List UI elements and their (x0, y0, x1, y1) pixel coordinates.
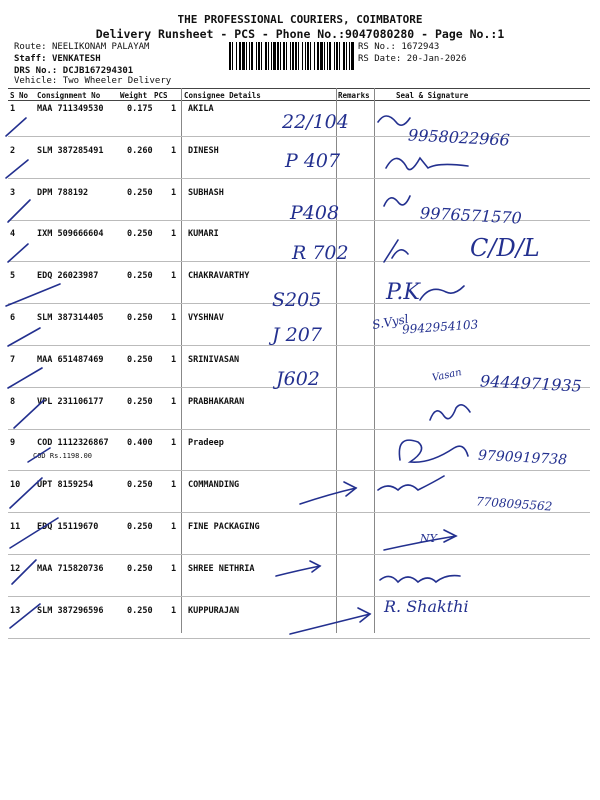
row-divider (8, 638, 590, 639)
barcode-bar (349, 42, 350, 70)
handwritten-phone: 9790919738 (477, 447, 568, 469)
rs-no-line (358, 42, 439, 52)
row-sno: 7 (10, 355, 16, 365)
barcode-bar (329, 42, 331, 70)
row-weight: 0.250 (127, 188, 153, 198)
barcode-bar (292, 42, 294, 70)
column-divider (374, 88, 375, 633)
handwritten-door-number: P 407 (285, 150, 341, 172)
barcode-bar (295, 42, 297, 70)
barcode-bar (310, 42, 311, 70)
vehicle-value: Two Wheeler Delivery (62, 76, 172, 86)
row-pcs: 1 (171, 438, 177, 448)
row-consignee-name: AKILA (188, 104, 214, 114)
row-divider (8, 554, 590, 555)
route-label: Route: (14, 42, 47, 52)
row-consignment-no: EDQ 15119670 (37, 522, 99, 532)
row-divider (8, 178, 590, 179)
row-weight: 0.250 (127, 522, 153, 532)
row-divider (8, 596, 590, 597)
handwritten-phone: 7708095562 (475, 494, 553, 514)
barcode-bar (314, 42, 315, 70)
staff-value: VENKATESH (51, 54, 101, 64)
barcode-bar (343, 42, 345, 70)
row-consignment-no: SLM 387296596 (37, 606, 104, 616)
row-weight: 0.400 (127, 438, 153, 448)
row-consignment-no: VPL 231106177 (37, 397, 104, 407)
row-weight: 0.250 (127, 229, 153, 239)
row-consignment-no: MAA 711349530 (37, 104, 104, 114)
barcode-bar (346, 42, 347, 70)
barcode-bar (283, 42, 285, 70)
barcode-bar (327, 42, 328, 70)
barcode-bar (242, 42, 245, 70)
row-cod-amount: COD Rs.1198.00 (33, 452, 93, 460)
col-sno: S No (10, 91, 29, 100)
row-consignee-name: DINESH (188, 146, 219, 156)
row-divider (8, 429, 590, 430)
staff-label: Staff: (14, 54, 47, 64)
row-consignee-name: KUMARI (188, 229, 219, 239)
rs-no-value: 1672943 (401, 42, 440, 52)
barcode-bar (351, 42, 354, 70)
rs-date-value: 20-Jan-2026 (406, 54, 467, 64)
barcode-bar (229, 42, 231, 70)
handwritten-signature: S.Vysl (371, 311, 410, 333)
barcode-image (229, 42, 354, 70)
row-pcs: 1 (171, 313, 177, 323)
row-pcs: 1 (171, 522, 177, 532)
row-pcs: 1 (171, 355, 177, 365)
barcode-bar (273, 42, 276, 70)
handwritten-signature: R. Shakthi (384, 597, 469, 616)
row-divider (8, 512, 590, 513)
row-consignee-name: KUPPURAJAN (188, 606, 240, 616)
drs-line (14, 66, 133, 76)
barcode-bar (277, 42, 279, 70)
handwritten-phone: 9976571570 (419, 203, 523, 228)
row-weight: 0.260 (127, 146, 153, 156)
barcode-bar (334, 42, 335, 70)
row-pcs: 1 (171, 188, 177, 198)
company-title: THE PROFESSIONAL COURIERS, COIMBATORE (177, 13, 423, 26)
row-consignment-no: SLM 387285491 (37, 146, 104, 156)
row-pcs: 1 (171, 564, 177, 574)
row-consignee-name: VYSHNAV (188, 313, 224, 323)
barcode-bar (265, 42, 267, 70)
staff-line (14, 54, 101, 64)
barcode-bar (280, 42, 281, 70)
barcode-bar (320, 42, 323, 70)
col-pcs: PCS (154, 91, 168, 100)
handwritten-signature: C/D/L (470, 234, 540, 262)
row-sno: 13 (10, 606, 21, 616)
handwritten-note: NY (420, 532, 437, 545)
row-sno: 9 (10, 438, 16, 448)
handwritten-phone: 9958022966 (407, 125, 511, 150)
row-consignee-name: FINE PACKAGING (188, 522, 260, 532)
barcode-bar (336, 42, 338, 70)
barcode-bar (246, 42, 247, 70)
row-consignee-name: SHREE NETHRIA (188, 564, 255, 574)
row-consignee-name: PRABHAKARAN (188, 397, 245, 407)
row-sno: 4 (10, 229, 16, 239)
drs-label: DRS No.: (14, 66, 58, 76)
handwritten-phone: 9444971935 (479, 371, 583, 396)
row-consignee-name: Pradeep (188, 438, 224, 448)
handwritten-name: Vasan (431, 367, 463, 384)
barcode-bar (256, 42, 257, 70)
barcode-bar (249, 42, 250, 70)
barcode-bar (261, 42, 262, 70)
row-sno: 10 (10, 480, 21, 490)
row-pcs: 1 (171, 104, 177, 114)
row-consignee-name: CHAKRAVARTHY (188, 271, 250, 281)
row-pcs: 1 (171, 271, 177, 281)
row-consignee-name: COMMANDING (188, 480, 240, 490)
row-sno: 6 (10, 313, 16, 323)
row-pcs: 1 (171, 606, 177, 616)
col-weight: Weight (120, 91, 148, 100)
row-pcs: 1 (171, 397, 177, 407)
route-value: NEELIKONAM PALAYAM (51, 42, 150, 52)
barcode-bar (286, 42, 287, 70)
row-sno: 8 (10, 397, 16, 407)
row-pcs: 1 (171, 229, 177, 239)
row-consignment-no: MAA 651487469 (37, 355, 104, 365)
row-weight: 0.250 (127, 271, 153, 281)
row-consignment-no: MAA 715820736 (37, 564, 104, 574)
route-line (14, 42, 149, 52)
row-sno: 12 (10, 564, 21, 574)
vehicle-label: Vehicle: (14, 76, 58, 86)
barcode-bar (239, 42, 241, 70)
table-top-rule (8, 88, 590, 89)
row-sno: 5 (10, 271, 16, 281)
handwritten-door-number: R 702 (292, 242, 349, 264)
row-consignment-no: COD 1112326867 (37, 438, 109, 448)
row-consignment-no: IXM 509666604 (37, 229, 104, 239)
row-consignment-no: EDQ 26023987 (37, 271, 99, 281)
barcode-bar (258, 42, 260, 70)
handwritten-door-number: S205 (272, 289, 322, 311)
runsheet-subtitle: Delivery Runsheet - PCS - Phone No.:9047080280 - Page No.:1 (95, 27, 505, 41)
row-pcs: 1 (171, 146, 177, 156)
row-sno: 2 (10, 146, 16, 156)
barcode-bar (305, 42, 306, 70)
row-weight: 0.250 (127, 313, 153, 323)
rs-date-line (358, 54, 466, 64)
col-seal-signature: Seal & Signature (396, 91, 469, 100)
drs-value: DCJB167294301 (62, 66, 134, 76)
row-divider (8, 470, 590, 471)
barcode-bar (236, 42, 237, 70)
row-consignment-no: SLM 387314405 (37, 313, 104, 323)
barcode-bar (302, 42, 303, 70)
row-sno: 1 (10, 104, 16, 114)
row-pcs: 1 (171, 480, 177, 490)
handwritten-door-number: 22/104 (282, 111, 349, 133)
row-weight: 0.250 (127, 480, 153, 490)
row-consignment-no: DPM 788192 (37, 188, 89, 198)
row-sno: 3 (10, 188, 16, 198)
barcode-bar (268, 42, 269, 70)
handwritten-phone: 9942954103 (401, 317, 479, 337)
row-weight: 0.250 (127, 606, 153, 616)
row-consignment-no: UPT 8159254 (37, 480, 94, 490)
handwritten-signature: P.K (386, 280, 420, 305)
col-remarks: Remarks (338, 91, 370, 100)
col-consignment: Consignment No (37, 91, 101, 100)
barcode-bar (298, 42, 299, 70)
row-weight: 0.250 (127, 397, 153, 407)
row-consignee-name: SUBHASH (188, 188, 224, 198)
rs-date-label: RS Date: (358, 54, 402, 64)
column-divider (181, 88, 182, 633)
rs-no-label: RS No.: (358, 42, 396, 52)
col-consignee: Consignee Details (184, 91, 261, 100)
handwritten-door-number: J 207 (272, 324, 322, 346)
barcode-bar (251, 42, 253, 70)
handwritten-door-number: J602 (276, 368, 320, 390)
barcode-bar (317, 42, 319, 70)
table-header-rule (8, 100, 590, 101)
row-weight: 0.250 (127, 564, 153, 574)
barcode-bar (271, 42, 272, 70)
handwritten-door-number: P408 (290, 202, 340, 224)
barcode-bar (232, 42, 233, 70)
barcode-bar (339, 42, 340, 70)
barcode-bar (324, 42, 325, 70)
barcode-bar (290, 42, 291, 70)
row-consignee-name: SRINIVASAN (188, 355, 240, 365)
row-sno: 11 (10, 522, 21, 532)
row-weight: 0.175 (127, 104, 153, 114)
vehicle-line (14, 76, 171, 86)
barcode-bar (307, 42, 309, 70)
row-weight: 0.250 (127, 355, 153, 365)
